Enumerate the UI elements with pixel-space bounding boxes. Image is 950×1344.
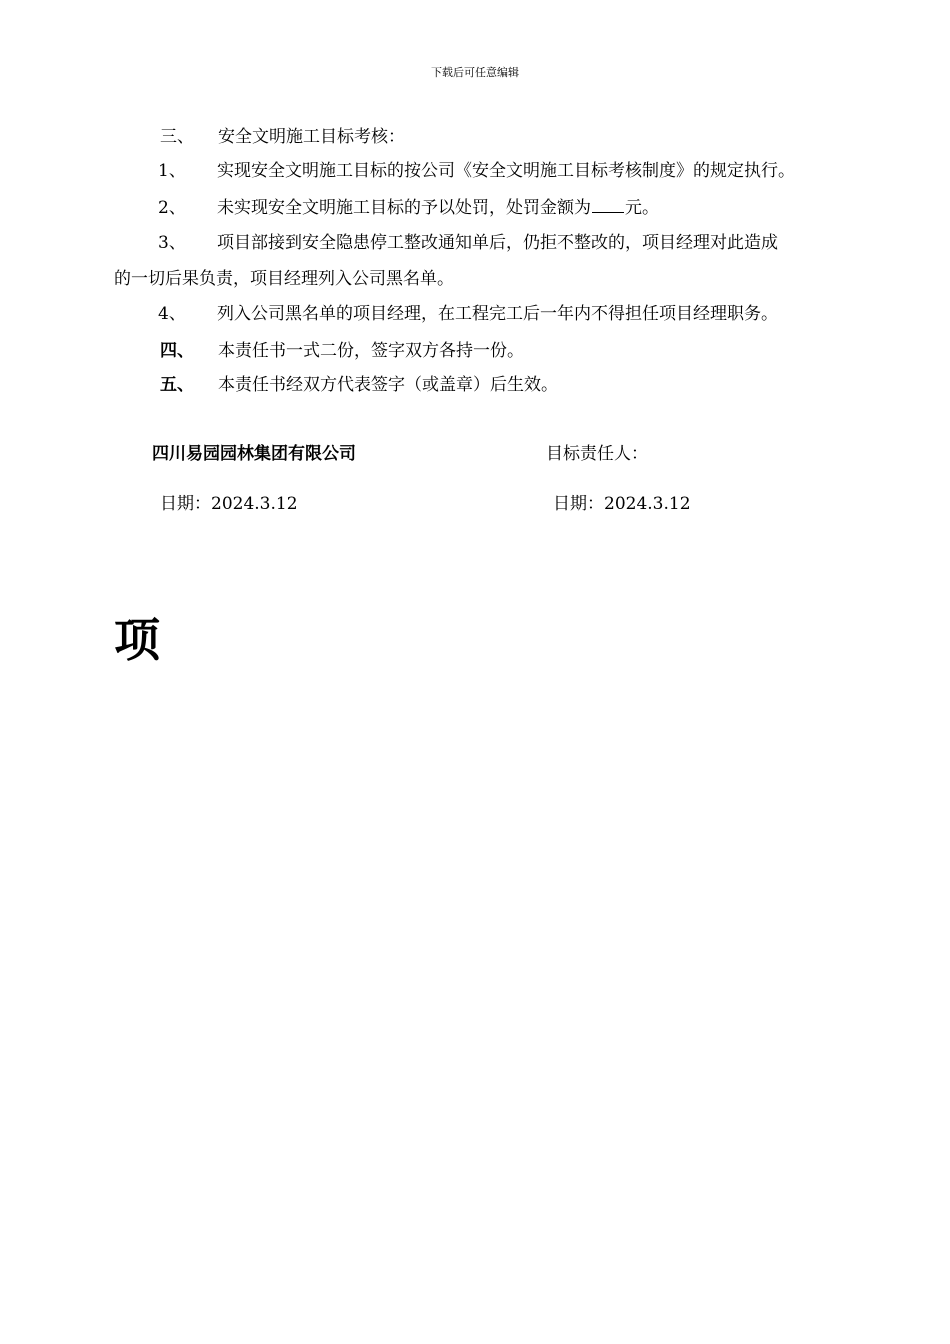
page-header: 下载后可任意编辑 (431, 66, 519, 79)
section-4-label: 四、 (160, 341, 194, 361)
section-3-label: 三、 (160, 127, 194, 147)
item-2-text-end: 元。 (625, 198, 659, 218)
responsible-person-label: 目标责任人： (546, 444, 648, 464)
item-4-text: 列入公司黑名单的项目经理，在工程完工后一年内不得担任项目经理职务。 (217, 304, 778, 324)
section-3-title: 安全文明施工目标考核： (218, 127, 405, 147)
item-4 (158, 303, 778, 325)
item-3 (158, 232, 778, 254)
item-1 (158, 160, 795, 182)
item-1-text: 实现安全文明施工目标的按公司《安全文明施工目标考核制度》的规定执行。 (217, 161, 795, 181)
date-right: 日期：2024.3.12 (553, 494, 691, 514)
date-left: 日期：2024.3.12 (160, 494, 298, 514)
section-5-label: 五、 (160, 375, 194, 395)
company-name: 四川易园园林集团有限公司 (152, 444, 356, 464)
item-3-number: 3、 (158, 233, 186, 253)
section-4 (160, 340, 524, 362)
item-3-text: 项目部接到安全隐患停工整改通知单后，仍拒不整改的，项目经理对此造成 (217, 233, 778, 253)
section-5-text: 本责任书经双方代表签字（或盖章）后生效。 (218, 375, 558, 395)
section-3-heading (160, 126, 405, 148)
item-2-number: 2、 (158, 198, 186, 218)
section-4-text: 本责任书一式二份，签字双方各持一份。 (218, 341, 524, 361)
item-4-number: 4、 (158, 304, 186, 324)
item-3-continuation: 的一切后果负责，项目经理列入公司黑名单。 (114, 269, 454, 289)
item-2-text: 未实现安全文明施工目标的予以处罚，处罚金额为 (217, 198, 591, 218)
penalty-amount-blank (592, 196, 624, 213)
section-5 (160, 374, 558, 396)
footer-heading: 项 (114, 613, 160, 667)
item-2 (158, 196, 659, 219)
item-1-number: 1、 (158, 161, 186, 181)
